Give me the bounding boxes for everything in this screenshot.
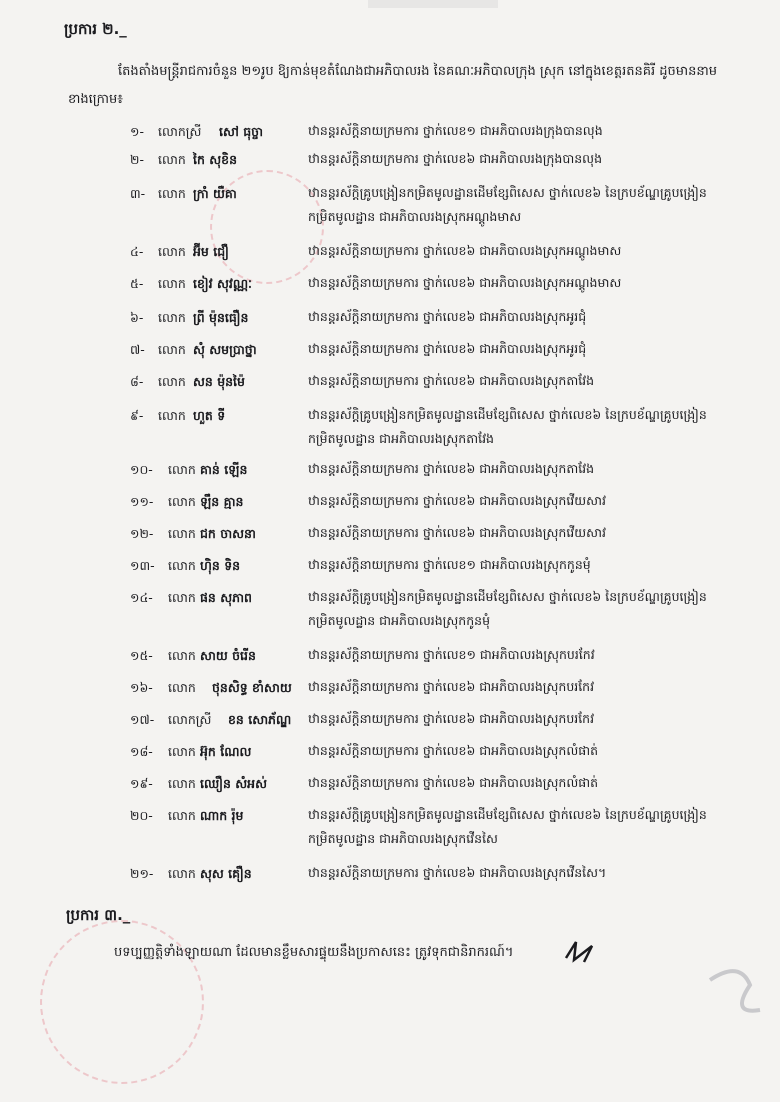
appointee-title: លោក (158, 276, 186, 291)
appointee-title: លោក (168, 648, 196, 663)
appointee-name: ហួត ទី (193, 408, 226, 423)
appointee-description: ឋានន្តរស័ក្តិនាយក្រមការ ថ្នាក់លេខ៦ ជាអភិបាលរងស្រុកតាវែង (308, 373, 595, 388)
appointee-number: ៨- (130, 374, 144, 389)
appointee-title: លោក (168, 558, 196, 573)
appointee-number: ៧- (130, 342, 145, 357)
appointee-name: ថុនសិទ្ធ ខាំសាយ (212, 680, 292, 695)
appointee-title: លោក (158, 310, 186, 325)
scribble-mark (700, 960, 770, 1020)
appointee-description: ឋានន្តរស័ក្តិនាយក្រមការ ថ្នាក់លេខ១ ជាអភិបាលរងស្រុកកូនមុំ (308, 557, 591, 572)
appointee-number: ៥- (130, 276, 144, 291)
appointee-description: ឋានន្តរស័ក្តិនាយក្រមការ ថ្នាក់លេខ១ ជាអភិបាលរងក្រុងបានលុង (308, 123, 603, 138)
appointee-description: ឋានន្តរស័ក្តិនាយក្រមការ ថ្នាក់លេខ៦ ជាអភិបាលរងក្រុងបានលុង (308, 151, 603, 166)
appointee-title: លោក (158, 374, 186, 389)
appointee-number: ១១- (130, 494, 154, 509)
appointee-title: លោក (168, 494, 196, 509)
appointee-description: ឋានន្តរស័ក្តិគ្រូបង្រៀនកម្រិតមូលដ្ឋានដើមខ្សែពិសេស ថ្នាក់លេខ៦ នៃក្របខ័ណ្ឌគ្រូបង្រៀនកម្រិតមូលដ្ឋាន ជាអភិបាលរងស្រុកអណ្តូងមាស (308, 185, 707, 224)
appointee-name: សុំ សមប្រាថ្នា (193, 342, 257, 357)
appointee-number: ២- (130, 152, 144, 167)
appointee-title: លោក (158, 408, 186, 423)
appointee-title: លោក (158, 342, 186, 357)
appointee-title: លោក (158, 244, 186, 259)
appointee-name: ខៀវ សុវណ្ណៈ (193, 276, 252, 291)
appointee-number: ៦- (130, 310, 144, 325)
appointee-title: លោក (168, 680, 196, 695)
appointee-number: ៩- (130, 408, 144, 423)
appointee-number: ១២- (130, 526, 154, 541)
appointee-description: ឋានន្តរស័ក្តិនាយក្រមការ ថ្នាក់លេខ៦ ជាអភិបាលរងស្រុកអូរជុំ (308, 309, 587, 324)
appointee-title: លោកស្រី (168, 712, 212, 727)
appointee-number: ១០- (130, 462, 153, 477)
appointee-title: លោក (158, 152, 186, 167)
appointee-title: លោក (168, 526, 196, 541)
appointee-title: លោក (158, 186, 186, 201)
appointee-description: ឋានន្តរស័ក្តិគ្រូបង្រៀនកម្រិតមូលដ្ឋានដើមខ្សែពិសេស ថ្នាក់លេខ៦ នៃក្របខ័ណ្ឌគ្រូបង្រៀនកម្រិតមូលដ្ឋាន ជាអភិបាលរងស្រុកវើនសៃ (308, 807, 707, 846)
signature-mark (562, 936, 602, 966)
appointee-title: លោក (168, 462, 196, 477)
article-3-text: បទប្បញ្ញត្តិទាំងឡាយណា ដែលមានខ្លឹមសារផ្ទុយនឹងប្រកាសនេះ ត្រូវទុកជានិរាករណ៍។ (114, 945, 514, 960)
appointee-description: ឋានន្តរស័ក្តិនាយក្រមការ ថ្នាក់លេខ៦ ជាអភិបាលរងស្រុកតាវែង (308, 461, 595, 476)
appointee-number: ២១- (130, 866, 154, 881)
appointee-number: ៤- (130, 244, 144, 259)
appointee-title: លោក (168, 590, 196, 605)
appointee-name: កៃ សុខិន (193, 152, 238, 167)
appointee-name: ខន សោភ័ណ្ឌ (228, 712, 292, 727)
top-scan-mark (368, 0, 498, 8)
appointee-title: លោកស្រី (158, 124, 202, 139)
appointee-name: ណាក រ៉ុម (200, 808, 244, 823)
appointee-name: ព្រី ម៉ុនធឿន (193, 310, 249, 325)
appointee-title: លោក (168, 866, 196, 881)
appointee-number: ១៧- (130, 712, 155, 727)
appointee-name: ឈឿន សំអស់ (200, 776, 267, 791)
appointee-number: ១៥- (130, 648, 153, 663)
appointee-name: ហ៊ិន ទិន (200, 558, 241, 573)
appointee-name: ឡឹន គ្មាន (200, 494, 244, 509)
appointee-number: ១- (130, 124, 144, 139)
appointee-name: គាន់ ឡើន (200, 462, 248, 477)
appointee-description: ឋានន្តរស័ក្តិនាយក្រមការ ថ្នាក់លេខ៦ ជាអភិបាលរងស្រុកលំផាត់ (308, 743, 599, 758)
appointee-number: ១៩- (130, 776, 153, 791)
appointee-number: ២០- (130, 808, 153, 823)
appointee-title: លោក (168, 744, 196, 759)
appointee-description: ឋានន្តរស័ក្តិនាយក្រមការ ថ្នាក់លេខ៦ ជាអភិបាលរងស្រុកលំផាត់ (308, 775, 599, 790)
appointee-description: ឋានន្តរស័ក្តិនាយក្រមការ ថ្នាក់លេខ៦ ជាអភិបាលរងស្រុកវើយសាវ (308, 525, 606, 540)
appointee-name: ផន សុភាព (200, 590, 252, 605)
appointee-name: ក្រាំ យឺគា (193, 186, 237, 201)
appointee-description: ឋានន្តរស័ក្តិនាយក្រមការ ថ្នាក់លេខ៦ ជាអភិបាលរងស្រុកអូរជុំ (308, 341, 587, 356)
appointee-name: សៅ ធុច្ចា (219, 124, 264, 139)
appointee-name: សន ម៉ុនម៉ៃ (193, 374, 245, 389)
appointee-description: ឋានន្តរស័ក្តិនាយក្រមការ ថ្នាក់លេខ៦ ជាអភិបាលរងស្រុកអណ្តូងមាស (308, 275, 622, 290)
appointee-number: ១៣- (130, 558, 155, 573)
appointee-name: សាយ ចំរើន (200, 648, 256, 663)
appointee-number: ១៨- (130, 744, 153, 759)
article-3-heading: ប្រការ ៣._ (66, 906, 131, 924)
appointee-name: អ៊ុក ណែល (200, 744, 252, 759)
appointee-number: ៣- (130, 186, 146, 201)
intro-paragraph (68, 58, 718, 114)
appointee-name: អ៊ីម ជឿ (193, 244, 229, 259)
appointee-title: លោក (168, 776, 196, 791)
appointee-description: ឋានន្តរស័ក្តិនាយក្រមការ ថ្នាក់លេខ៦ ជាអភិបាលរងស្រុកវើនសៃ។ (308, 865, 607, 880)
appointee-description: ឋានន្តរស័ក្តិនាយក្រមការ ថ្នាក់លេខ៦ ជាអភិបាលរងស្រុកវើយសាវ (308, 493, 606, 508)
appointee-name: ជក ចាសនា (200, 526, 256, 541)
appointee-description: ឋានន្តរស័ក្តិនាយក្រមការ ថ្នាក់លេខ១ ជាអភិបាលរងស្រុកបរកែវ (308, 647, 595, 662)
appointee-description: ឋានន្តរស័ក្តិគ្រូបង្រៀនកម្រិតមូលដ្ឋានដើមខ្សែពិសេស ថ្នាក់លេខ៦ នៃក្របខ័ណ្ឌគ្រូបង្រៀនកម្រិតមូលដ្ឋាន ជាអភិបាលរងស្រុកកូនមុំ (308, 589, 707, 628)
appointee-name: សុស គឿន (200, 866, 252, 881)
appointee-description: ឋានន្តរស័ក្តិគ្រូបង្រៀនកម្រិតមូលដ្ឋានដើមខ្សែពិសេស ថ្នាក់លេខ៦ នៃក្របខ័ណ្ឌគ្រូបង្រៀនកម្រិតមូលដ្ឋាន ជាអភិបាលរងស្រុកតាវែង (308, 407, 707, 446)
appointee-title: លោក (168, 808, 196, 823)
appointee-description: ឋានន្តរស័ក្តិនាយក្រមការ ថ្នាក់លេខ៦ ជាអភិបាលរងស្រុកបរកែវ (308, 711, 595, 726)
article-2-heading: ប្រការ ២._ (64, 20, 127, 38)
intro-text: តែងតាំងមន្ត្រីរាជការចំនួន ២១រូប ឱ្យកាន់មុខតំណែងជាអភិបាលរង នៃគណៈអភិបាលក្រុង ស្រុក នៅក្នុងខេត្តរតនគិរី ដូចមាននាមខាងក្រោម៖ (68, 64, 718, 107)
appointee-description: ឋានន្តរស័ក្តិនាយក្រមការ ថ្នាក់លេខ៦ ជាអភិបាលរងស្រុកបរកែវ (308, 679, 595, 694)
appointee-description: ឋានន្តរស័ក្តិនាយក្រមការ ថ្នាក់លេខ៦ ជាអភិបាលរងស្រុកអណ្តូងមាស (308, 243, 622, 258)
appointee-number: ១៤- (130, 590, 153, 605)
appointee-number: ១៦- (130, 680, 153, 695)
